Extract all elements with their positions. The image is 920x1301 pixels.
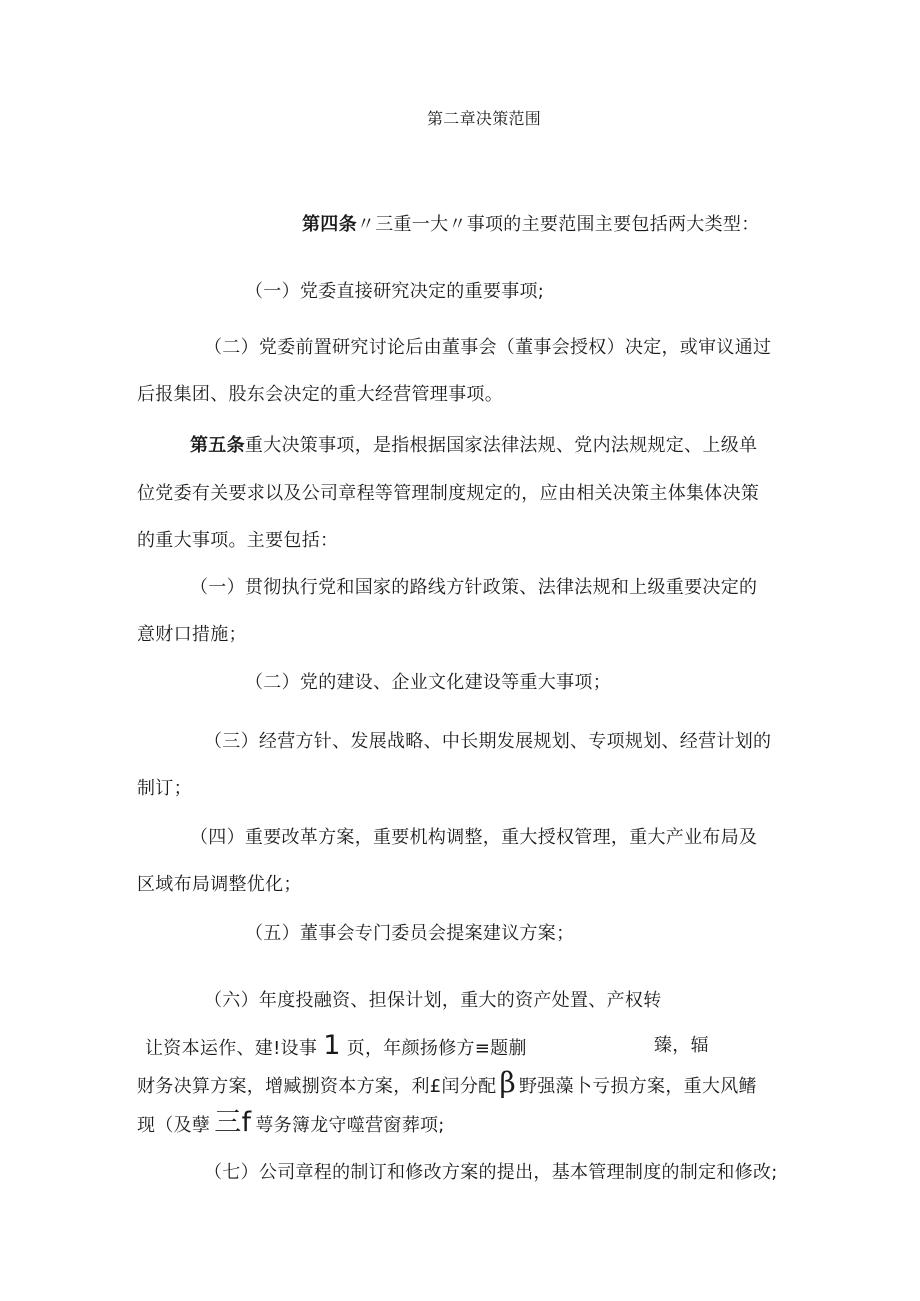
article-5-item-6-line-2 (145, 1030, 527, 1062)
item-6-line-3-text-a: 财务决算方案，增臧捌资本方案，利£闰分配 (137, 1076, 497, 1097)
article-5-item-6-line-3 (137, 1066, 757, 1100)
article-5-item-6-line-1: （六）年度投融资、担保计划，重大的资产处置、产权转 (204, 990, 662, 1011)
article-5-item-1-line-2: 意财口措施； (137, 624, 247, 645)
article-4-text: 〃三重一大〃事项的主要范围主要包括两大类型： (356, 214, 760, 235)
article-4-item-2-line-1: （二）党委前置研究讨论后由董事会（董事会授权）决定，或审议通过 (204, 337, 772, 358)
article-5-text: 重大决策事项，是指根据国家法律法规、党内法规规定、上级单 (244, 435, 758, 456)
article-5-line-3: 的重大事项。主要包括： (137, 530, 339, 551)
article-5-item-5: （五）董事会专门委员会提案建议方案； (245, 923, 575, 944)
item-6-line-4-text-a: 现（及孽 (137, 1115, 211, 1136)
article-5-item-6-line-4 (137, 1107, 445, 1139)
item-6-line-4-text-b: 萼务簿龙守噬营窗葬项; (255, 1115, 445, 1136)
article-4 (302, 212, 760, 238)
article-5-item-4-line-2: 区域布局调整优化； (137, 874, 302, 895)
article-5-item-4-line-1: （四）重要改革方案，重要机构调整，重大授权管理，重大产业布局及 (190, 827, 758, 848)
article-5-item-3-line-1: （三）经营方针、发展战略、中长期发展规划、专项规划、经营计划的 (204, 731, 772, 752)
item-6-line-3-text-b: 野强藻卜亏损方案，重大风鳍 (518, 1076, 757, 1097)
article-5-item-3-line-2: 制订； (137, 778, 192, 799)
item-6-line-2-text-b: 页，年颜扬修方≡题蒯 (346, 1038, 527, 1059)
article-4-item-2-line-2: 后报集团、股东会决定的重大经营管理事项。 (137, 384, 503, 405)
item-6-line-3-glyph: β (499, 1066, 516, 1099)
article-5-item-6-line-2-tail: 臻，辐 (654, 1035, 709, 1056)
article-5-item-1-line-1: （一）贯彻执行党和国家的路线方针政策、法律法规和上级重要决定的 (190, 577, 758, 598)
article-5-line-1 (190, 433, 757, 459)
article-4-label: 第四条 (302, 214, 357, 235)
item-6-line-2-text-a: 让资本运作、建!设事 (145, 1038, 318, 1059)
item-6-line-2-glyph: 1 (323, 1030, 341, 1061)
chapter-title: 第二章决策范围 (427, 109, 542, 128)
article-5-line-2: 位党委有关要求以及公司章程等管理制度规定的，应由相关决策主体集体决策 (137, 483, 760, 504)
article-5-item-2: （二）党的建设、企业文化建设等重大事项； (245, 672, 611, 693)
article-5-label: 第五条 (190, 435, 245, 456)
item-6-line-4-glyph: 三f (214, 1107, 252, 1138)
article-4-item-1: （一）党委直接研究决定的重要事项; (245, 281, 545, 302)
article-5-item-7: （七）公司章程的制订和修改方案的提出，基本管理制度的制定和修改; (204, 1162, 778, 1183)
